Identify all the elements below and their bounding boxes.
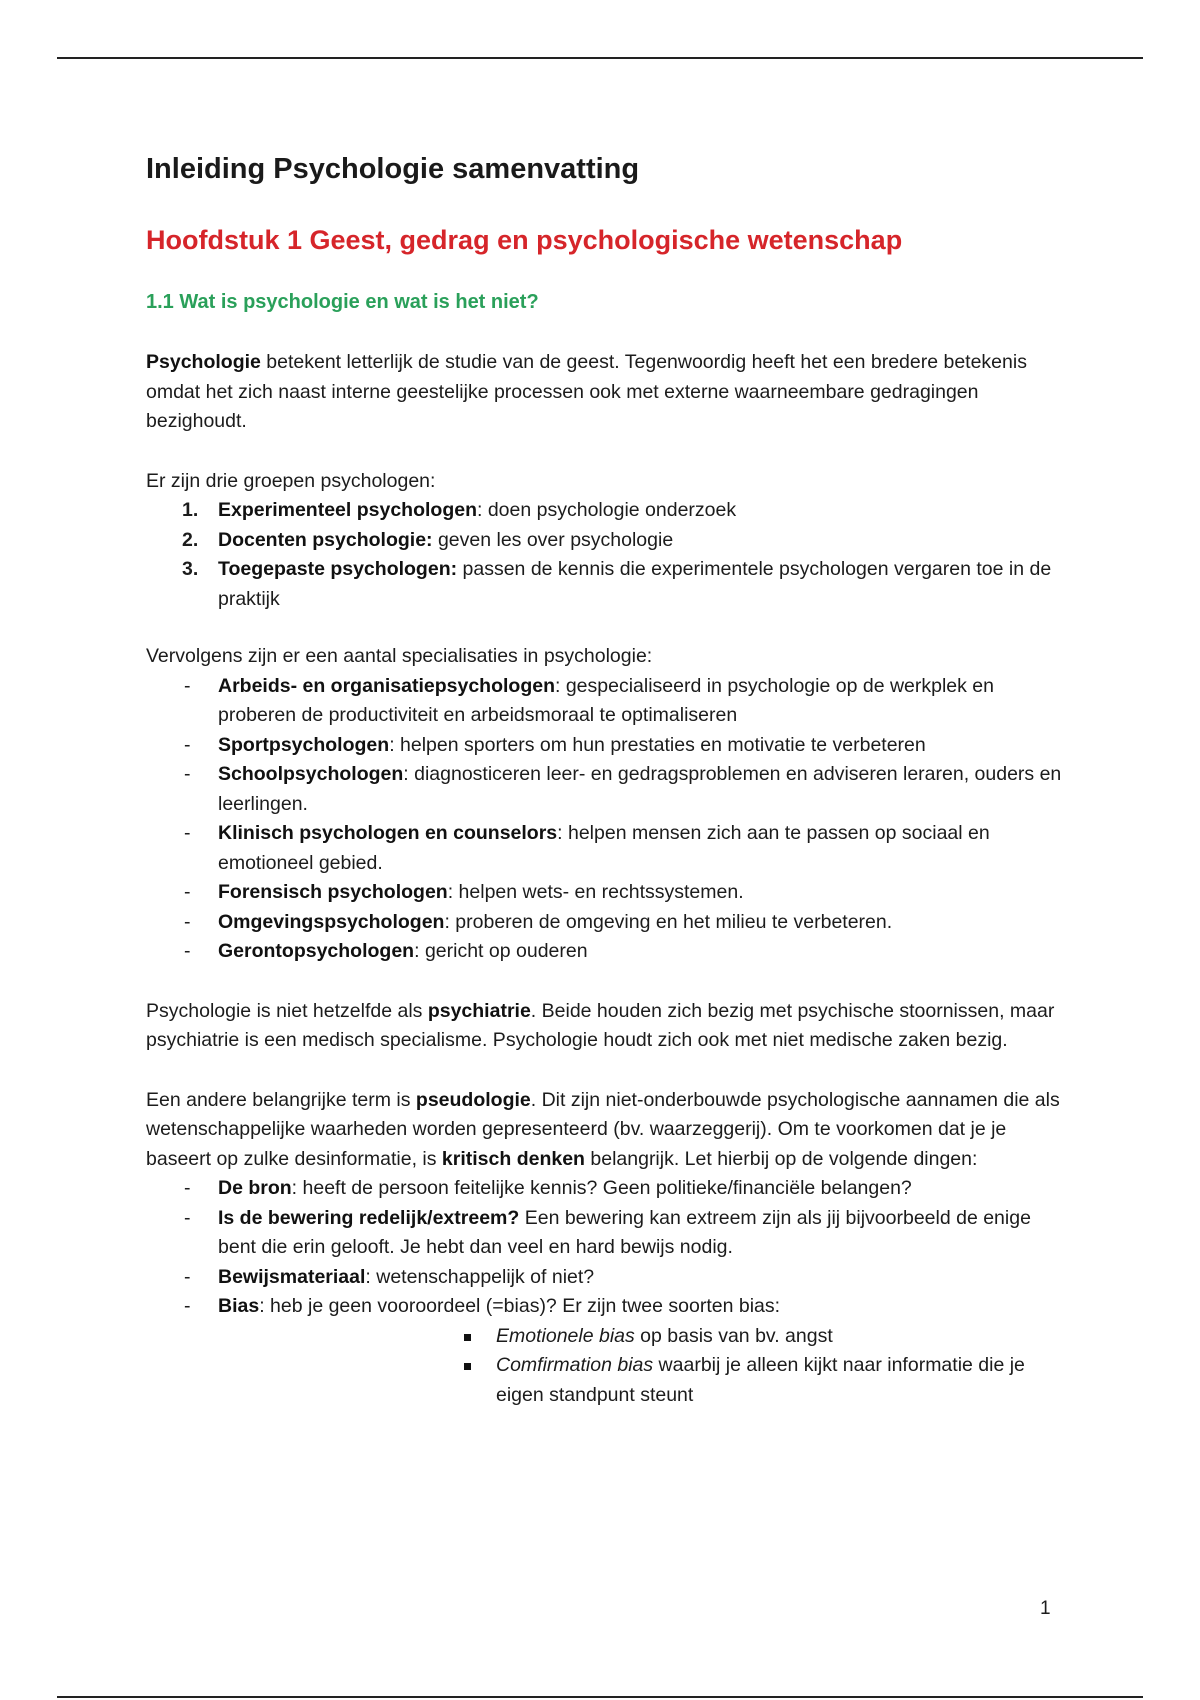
list-term: Experimenteel psychologen (218, 499, 477, 521)
list-term: Bias (218, 1295, 260, 1317)
dash-bullet: - (184, 1265, 191, 1288)
list-term: Gerontopsychologen (218, 940, 415, 962)
bottom-rule (57, 1696, 1143, 1698)
list-term: Docenten psychologie: (218, 528, 433, 551)
top-rule (57, 57, 1143, 59)
list-text: waarbij je alleen kijkt naar informatie die je eigen standpunt steunt (496, 1354, 1025, 1406)
page-content (146, 146, 1066, 1410)
list-text: : wetenschappelijk of niet? (365, 1265, 595, 1288)
intro-paragraph (146, 348, 1066, 437)
list-item (146, 878, 1066, 908)
list-term: Klinisch psychologen en counselors (218, 822, 558, 844)
document-title: Inleiding Psychologie samenvatting (146, 153, 640, 185)
list-item (146, 1292, 1066, 1322)
term-psychologie: Psychologie (146, 351, 261, 373)
list-term: Arbeids- en organisatiepsychologen (218, 674, 555, 697)
list-number: 3. (182, 558, 199, 580)
list-number: 1. (182, 499, 199, 521)
groups-intro: Er zijn drie groepen psychologen: (146, 469, 436, 492)
dash-bullet: - (184, 940, 191, 962)
intro-text: betekent letterlijk de studie van de geest. Tegenwoordig heeft het een bredere betekenis omdat het zich naast interne geestelijke processen ook met externe waarneembare gedragingen bezighoudt. (146, 351, 1027, 432)
list-text: : helpen sporters om hun prestaties en motivatie te verbeteren (389, 733, 926, 756)
list-term: Comfirmation bias (496, 1354, 654, 1376)
list-item (146, 672, 1066, 731)
list-term: De bron (218, 1177, 292, 1199)
specializations-intro: Vervolgens zijn er een aantal specialisaties in psychologie: (146, 645, 653, 667)
list-number: 2. (182, 528, 199, 551)
groups-list (146, 496, 1066, 614)
list-text: op basis van bv. angst (634, 1324, 833, 1347)
dash-bullet: - (184, 1177, 191, 1199)
list-text: geven les over psychologie (432, 528, 674, 551)
psychiatry-pre: Psychologie is niet hetzelfde als (146, 999, 428, 1022)
list-text: : heb je geen vooroordeel (=bias)? Er zijn twee soorten bias: (259, 1295, 781, 1317)
pseudology-post: belangrijk. Let hierbij op de volgende dingen: (584, 1147, 978, 1170)
list-item (146, 555, 1066, 614)
square-bullet (464, 1334, 471, 1341)
list-text: : doen psychologie onderzoek (477, 499, 737, 521)
list-item (146, 1263, 1066, 1293)
list-term: Emotionele bias (496, 1324, 635, 1347)
term-pseudologie: pseudologie (415, 1088, 531, 1111)
section-heading: 1.1 Wat is psychologie en wat is het niet? (146, 291, 539, 313)
dash-bullet: - (184, 910, 191, 933)
dash-bullet: - (184, 1206, 191, 1229)
dash-bullet: - (184, 822, 191, 844)
list-item (146, 908, 1066, 938)
specializations-list (146, 672, 1066, 967)
page-number: 1 (1040, 1598, 1051, 1619)
list-text: Een bewering kan extreem zijn als jij bijvoorbeeld de enige bent die erin gelooft. Je hebt dan veel en hard bewijs nodig. (218, 1206, 1031, 1258)
list-item (146, 819, 1066, 878)
list-text: : helpen mensen zich aan te passen op sociaal en emotioneel gebied. (218, 822, 990, 874)
list-term: Is de bewering redelijk/extreem? (218, 1206, 520, 1229)
list-item (146, 496, 1066, 526)
list-item (146, 731, 1066, 761)
list-term: Omgevingspsychologen (218, 910, 445, 933)
psychiatry-paragraph (146, 997, 1066, 1056)
list-text: : gericht op ouderen (414, 940, 588, 962)
chapter-heading: Hoofdstuk 1 Geest, gedrag en psychologische wetenschap (146, 225, 903, 255)
pseudology-pre: Een andere belangrijke term is (146, 1088, 416, 1111)
list-term: Schoolpsychologen (218, 763, 404, 785)
list-item (146, 1322, 1066, 1352)
list-item (146, 1204, 1066, 1263)
list-text: : gespecialiseerd in psychologie op de werkplek en proberen de productiviteit en arbeidsmoraal te optimaliseren (218, 674, 995, 726)
list-text: : diagnosticeren leer- en gedragsproblemen en adviseren leraren, ouders en leerlingen. (218, 763, 1062, 815)
pseudology-paragraph (146, 1086, 1066, 1175)
dash-bullet: - (184, 674, 191, 697)
square-bullet (464, 1363, 471, 1370)
list-item (146, 760, 1066, 819)
list-text: : helpen wets- en rechtssystemen. (447, 881, 744, 903)
dash-bullet: - (184, 763, 191, 785)
list-item (146, 937, 1066, 967)
critical-thinking-list (146, 1174, 1066, 1322)
psychiatry-post: . Beide houden zich bezig met psychische stoornissen, maar psychiatrie is een medisch specialisme. Psychologie houdt zich ook met niet medische zaken bezig. (146, 999, 1055, 1051)
list-term: Bewijsmateriaal (218, 1265, 366, 1288)
list-term: Forensisch psychologen (218, 881, 448, 903)
list-item (146, 526, 1066, 556)
list-item (146, 1174, 1066, 1204)
list-text: passen de kennis die experimentele psychologen vergaren toe in de praktijk (218, 558, 1052, 610)
list-text: : heeft de persoon feitelijke kennis? Geen politieke/financiële belangen? (291, 1177, 912, 1199)
bias-types-list (146, 1322, 1066, 1411)
pseudology-mid: . Dit zijn niet-onderbouwde psychologische aannamen die als wetenschappelijke waarheden worden gepresenteerd (bv. waarzeggerij). Om te voorkomen dat je je baseert op zulke desinformatie, is (146, 1088, 1060, 1170)
dash-bullet: - (184, 733, 191, 756)
list-term: Sportpsychologen (218, 733, 390, 756)
dash-bullet: - (184, 881, 191, 903)
list-text: : proberen de omgeving en het milieu te verbeteren. (444, 910, 893, 933)
list-item (146, 1351, 1066, 1410)
dash-bullet: - (184, 1295, 191, 1317)
term-kritisch-denken: kritisch denken (441, 1147, 585, 1170)
list-term: Toegepaste psychologen: (218, 558, 458, 580)
term-psychiatrie: psychiatrie (427, 999, 531, 1022)
